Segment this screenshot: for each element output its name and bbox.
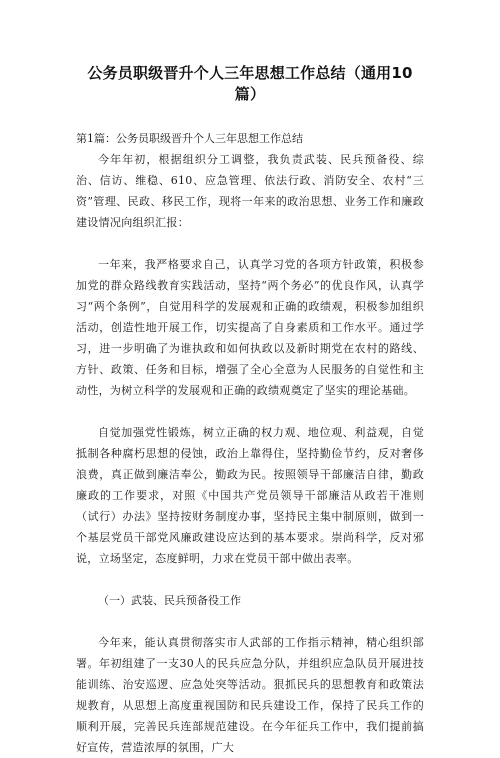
subsection-heading: （一）武装、民兵预备役工作 — [98, 594, 241, 607]
paragraph-integrity: 自觉加强党性锻炼，树立正确的权力观、地位观、利益观，自觉抵制各种腐朽思想的侵蚀，政治上靠得住，坚持勤俭节约，反对奢侈浪费，真正做到廉洁奉公，勤政为民。按照领导干部廉洁自律，勤政廉政的工作要求，对照《中国共产党员领导干部廉洁从政若干准则（试行）办法》坚持按财务制度办事，坚持民主集中制原则，做到一个基层党员干部党风廉政建设应达到的基本要求。崇尚科学，反对邪说，立场坚定，态度鲜明，力求在党员干部中做出表率。 — [76, 426, 424, 565]
paragraph-gap — [76, 233, 424, 254]
document-title: 公务员职级晋升个人三年思想工作总结（通用10篇） — [87, 64, 413, 103]
paragraph-militia: 今年来，能认真贯彻落实市人武部的工作指示精神，精心组织部署。年初组建了一支30人的民兵应急分队，并组织应急队员开展进技能训练、治安巡逻、应急处突等活动。狠抓民兵的思想教育和政策法规教育，从思想上高度重视国防和民兵建设工作，保持了民兵工作的顺利开展，完善民兵连部规范建设。在今年征兵工作中，我们提前搞好宣传，营造浓厚的氛围，广大 — [76, 636, 424, 754]
paragraph-study: 一年来，我严格要求自己，认真学习党的各项方针政策，积极参加党的群众路线教育实践活动，坚持“两个务必”的优良作风，认真学习“两个条例”，自觉用科学的发展观和正确的政绩观，积极参加组织活动，创造性地开展工作，切实提高了自身素质和工作水平。通过学习，进一步明确了为谁执政和如何执政以及新时期党在农村的路线、方针、政策、任务和目标，增强了全心全意为人民服务的自觉性和主动性，为树立科学的发展观和正确的政绩观奠定了坚实的理论基础。 — [76, 258, 424, 397]
paragraph-gap — [76, 611, 424, 632]
paragraph-gap — [76, 569, 424, 590]
section-heading: 第1篇：公务员职级晋升个人三年思想工作总结 — [76, 132, 303, 145]
paragraph-intro: 今年年初，根据组织分工调整，我负责武装、民兵预备役、综治、信访、维稳、610、应急管理、依法行政、消防安全、农村“三资”管理、民政、移民工作，现将一年来的政治思想、业务工作和廉政建设情况向组织汇报： — [76, 153, 424, 229]
paragraph-gap — [76, 401, 424, 422]
